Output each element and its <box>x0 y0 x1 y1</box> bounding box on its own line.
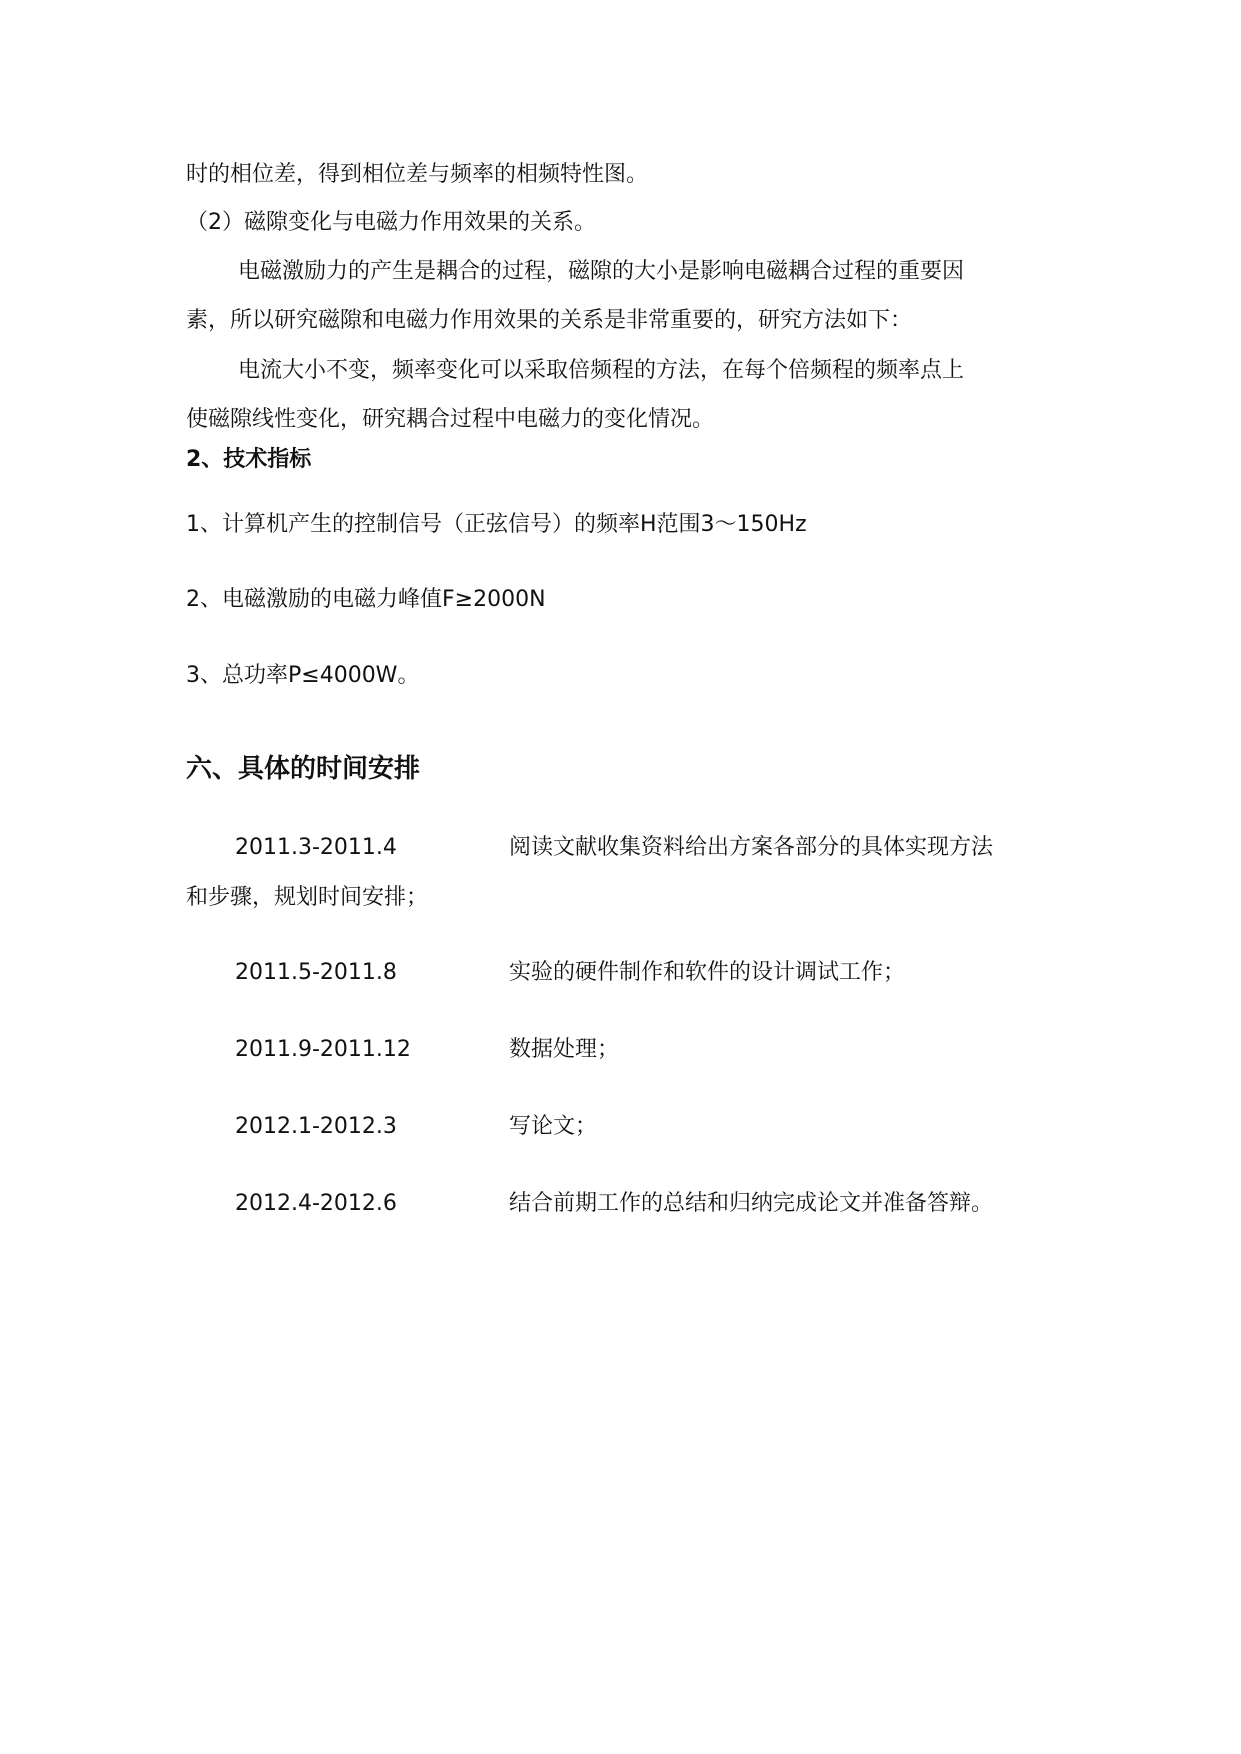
schedule-period: 2012.4-2012.6 <box>235 1191 397 1216</box>
tech-spec-item: 1、计算机产生的控制信号（正弦信号）的频率H范围3～150Hz <box>186 512 807 537</box>
schedule-period: 2011.3-2011.4 <box>235 835 397 860</box>
subsection-heading: （2）磁隙变化与电磁力作用效果的关系。 <box>186 210 596 235</box>
schedule-task: 结合前期工作的总结和归纳完成论文并准备答辩。 <box>509 1191 994 1216</box>
paragraph-line: 电流大小不变，频率变化可以采取倍频程的方法，在每个倍频程的频率点上 <box>238 358 965 383</box>
section-title: 六、具体的时间安排 <box>186 754 421 784</box>
tech-spec-item: 3、总功率P≤4000W。 <box>186 663 420 688</box>
paragraph-line: 使磁隙线性变化，研究耦合过程中电磁力的变化情况。 <box>186 407 715 432</box>
schedule-task: 实验的硬件制作和软件的设计调试工作； <box>509 960 906 985</box>
paragraph-line: 电磁激励力的产生是耦合的过程，磁隙的大小是影响电磁耦合过程的重要因 <box>238 259 965 284</box>
schedule-period: 2011.9-2011.12 <box>235 1037 411 1062</box>
tech-spec-item: 2、电磁激励的电磁力峰值F≥2000N <box>186 587 546 612</box>
tech-spec-title: 2、技术指标 <box>186 447 312 472</box>
schedule-task: 数据处理； <box>509 1037 620 1062</box>
schedule-period: 2012.1-2012.3 <box>235 1114 397 1139</box>
schedule-task: 阅读文献收集资料给出方案各部分的具体实现方法 <box>509 835 994 860</box>
text-line: 时的相位差，得到相位差与频率的相频特性图。 <box>186 162 649 187</box>
schedule-period: 2011.5-2011.8 <box>235 960 397 985</box>
schedule-task-continuation: 和步骤，规划时间安排； <box>186 885 429 910</box>
paragraph-line: 素，所以研究磁隙和电磁力作用效果的关系是非常重要的，研究方法如下： <box>186 308 913 333</box>
schedule-task: 写论文； <box>509 1114 598 1139</box>
